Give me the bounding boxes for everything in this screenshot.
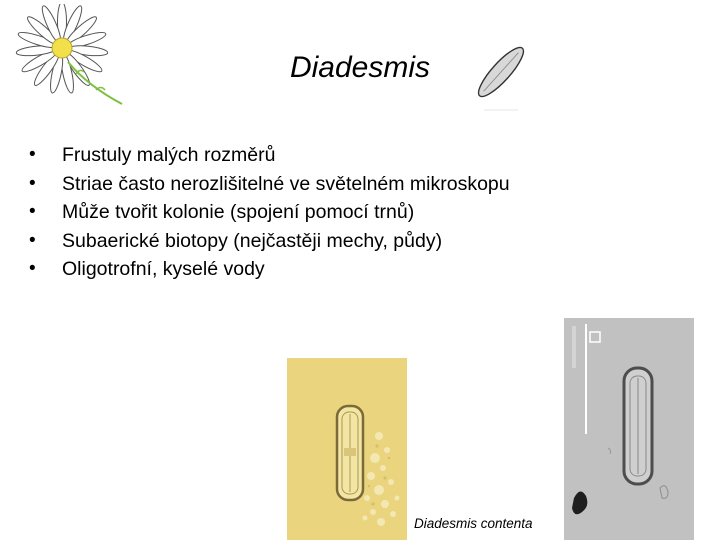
bullet-item	[28, 198, 510, 227]
bullet-dot: •	[29, 172, 36, 194]
micrograph-image-left	[287, 358, 407, 540]
daisy-logo-icon	[6, 4, 128, 112]
micrograph-image-right	[564, 318, 694, 540]
bullet-dot: •	[29, 144, 36, 165]
bullet-list	[28, 141, 510, 284]
bullet-item	[28, 170, 510, 199]
bullet-text: Frustuly malých rozměrů	[62, 144, 276, 166]
bullet-text: Oligotrofní, kyselé vody	[62, 258, 265, 281]
diatom-outline-icon	[470, 40, 532, 112]
bullet-item	[28, 255, 510, 284]
bullet-dot: •	[29, 258, 36, 280]
bullet-text: Subaerické biotopy (nejčastěji mechy, půdy)	[62, 229, 443, 252]
bullet-dot: •	[29, 201, 36, 223]
slide-title: Diadesmis	[289, 51, 431, 84]
bullet-item	[28, 227, 510, 256]
bullet-item	[28, 141, 510, 170]
image-caption: Diadesmis contenta	[414, 516, 533, 531]
bullet-dot: •	[29, 229, 36, 251]
bullet-text: Může tvořit kolonie (spojení pomocí trnů)	[62, 201, 415, 224]
bullet-text: Striae často nerozlišitelné ve světelném mikroskopu	[62, 172, 510, 195]
